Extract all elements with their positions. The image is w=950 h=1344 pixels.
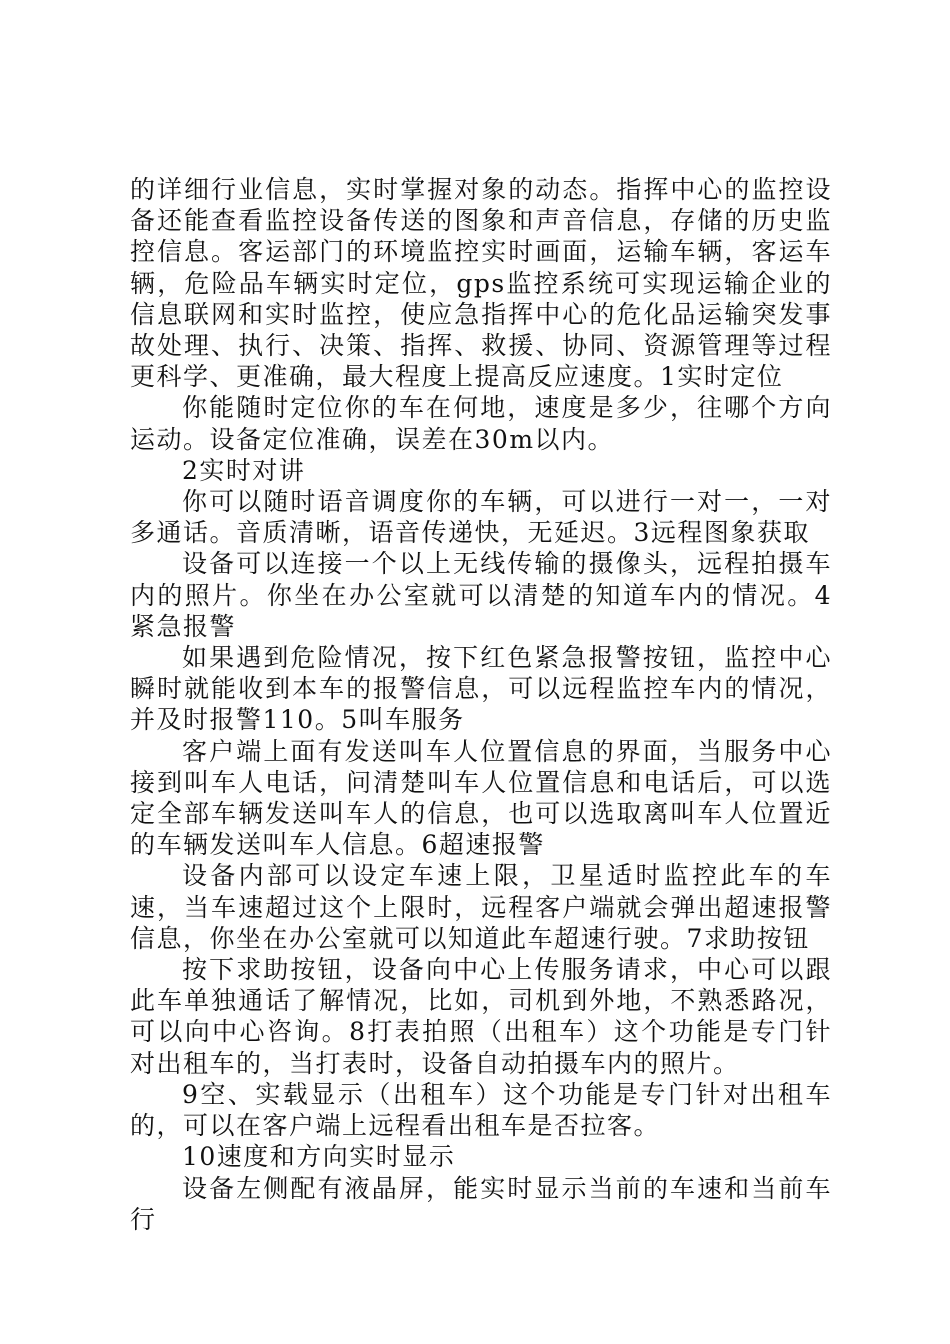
paragraph-occupancy-display: 9空、实载显示（出租车）这个功能是专门针对出租车的，可以在客户端上远程看出租车是否拉客。	[130, 1079, 832, 1141]
paragraph-emergency-alarm: 如果遇到危险情况，按下红色紧急报警按钮，监控中心瞬时就能收到本车的报警信息，可以远程监控车内的情况，并及时报警110。5叫车服务	[130, 643, 832, 735]
paragraph-intro: 的详细行业信息，实时掌握对象的动态。指挥中心的监控设备还能查看监控设备传送的图象和声音信息，存储的历史监控信息。客运部门的环境监控实时画面，运输车辆，客运车辆，危险品车辆实时定位，gps监控系统可实现运输企业的信息联网和实时监控，使应急指挥中心的危化品运输突发事故处理、执行、决策、指挥、救援、协同、资源管理等过程更科学、更准确，最大程度上提高反应速度。1实时定位	[130, 175, 832, 392]
paragraph-help-button: 按下求助按钮，设备向中心上传服务请求，中心可以跟此车单独通话了解情况，比如，司机到外地，不熟悉路况，可以向中心咨询。8打表拍照（出租车）这个功能是专门针对出租车的，当打表时，设备自动拍摄车内的照片。	[130, 955, 832, 1078]
document-body	[130, 174, 832, 1235]
paragraph-call-service: 客户端上面有发送叫车人位置信息的界面，当服务中心接到叫车人电话，问清楚叫车人位置信息和电话后，可以选定全部车辆发送叫车人的信息，也可以选取离叫车人位置近的车辆发送叫车人信息。6超速报警	[130, 736, 832, 860]
paragraph-realtime-location: 你能随时定位你的车在何地，速度是多少，往哪个方向运动。设备定位准确，误差在30m以内。	[130, 393, 832, 454]
paragraph-voice-dispatch: 你可以随时语音调度你的车辆，可以进行一对一，一对多通话。音质清晰，语音传递快，无延迟。3远程图象获取	[130, 487, 832, 548]
paragraph-remote-camera: 设备可以连接一个以上无线传输的摄像头，远程拍摄车内的照片。你坐在办公室就可以清楚的知道车内的情况。4紧急报警	[130, 549, 832, 641]
heading-speed-direction: 10速度和方向实时显示	[182, 1142, 456, 1172]
heading-realtime-intercom: 2实时对讲	[182, 455, 306, 485]
paragraph-speed-alarm: 设备内部可以设定车速上限，卫星适时监控此车的车速，当车速超过这个上限时，远程客户端就会弹出超速报警信息，你坐在办公室就可以知道此车超速行驶。7求助按钮	[130, 861, 832, 953]
paragraph-lcd-display: 设备左侧配有液晶屏，能实时显示当前的车速和当前车行	[130, 1173, 832, 1234]
